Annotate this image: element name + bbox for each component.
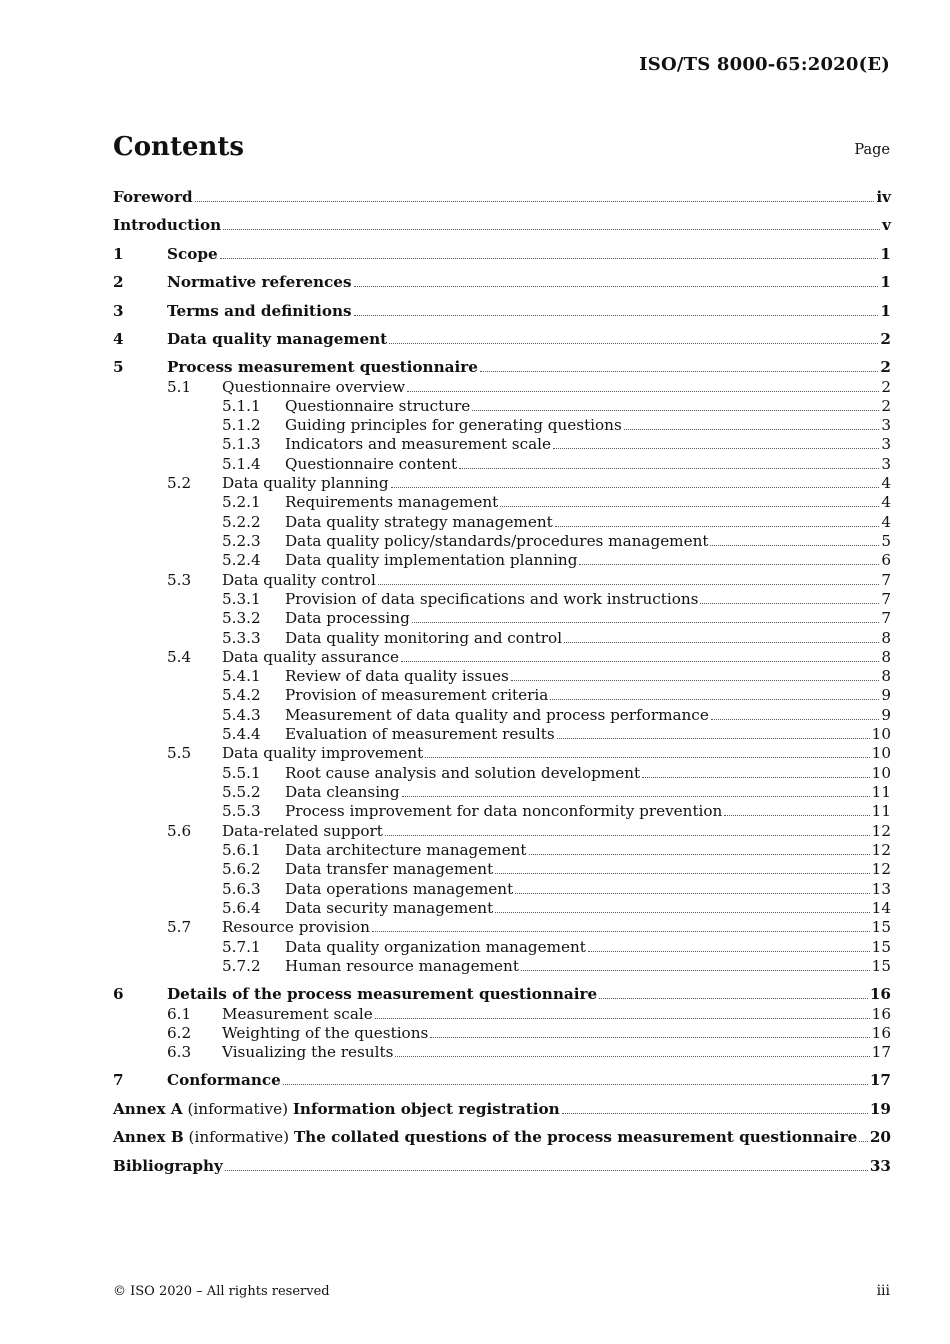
toc-entry-page[interactable]: 7 (881, 590, 891, 608)
toc-entry-number: 5.5.3 (222, 802, 261, 820)
dot-leader (385, 835, 870, 836)
toc-entry-number: 6.3 (167, 1043, 192, 1061)
dot-leader (430, 1037, 869, 1038)
dot-leader (375, 1018, 870, 1019)
toc-entry-page[interactable]: 12 (871, 822, 891, 840)
toc-entry-number: 5.1.3 (222, 435, 261, 453)
toc-entry-title[interactable]: Evaluation of measurement results (285, 725, 555, 743)
toc-entry-number: 5 (113, 358, 124, 376)
toc-entry[interactable] (113, 1022, 891, 1042)
toc-entry[interactable] (113, 983, 891, 1003)
toc-entry-page[interactable]: 12 (871, 841, 891, 859)
toc-entry-number: 5.4 (167, 648, 192, 666)
toc-entry-page[interactable]: 10 (871, 764, 891, 782)
dot-leader (624, 429, 880, 430)
toc-entry-title[interactable]: Information object registration (292, 1100, 560, 1118)
dot-leader (220, 258, 879, 259)
toc-entry-page[interactable]: 3 (881, 455, 891, 473)
toc-entry[interactable] (113, 878, 891, 898)
toc-entry[interactable] (113, 704, 891, 724)
toc-entry-page[interactable]: 11 (871, 783, 891, 801)
dot-leader (711, 719, 880, 720)
toc-entry-number: 5.4.1 (222, 667, 261, 685)
toc-entry-number: 6 (113, 985, 124, 1003)
toc-entry[interactable] (113, 684, 891, 704)
toc-entry-page[interactable]: 3 (881, 435, 891, 453)
toc-entry-title[interactable]: Terms and definitions (167, 302, 352, 320)
annex-label: Annex B (113, 1128, 184, 1146)
toc-entry-number: 7 (113, 1071, 124, 1089)
toc-entry-page[interactable]: 10 (871, 744, 891, 762)
dot-leader (859, 1141, 868, 1142)
toc-entry-number: 5.7.2 (222, 957, 261, 975)
toc-entry-page[interactable]: 9 (881, 706, 891, 724)
toc-entry-title[interactable]: Data security management (285, 899, 494, 917)
toc-entry-page[interactable]: 5 (881, 532, 891, 550)
dot-leader (555, 526, 880, 527)
toc-entry-number: 5.7.1 (222, 938, 261, 956)
dot-leader (391, 487, 880, 488)
toc-entry[interactable] (113, 916, 891, 936)
dot-leader (395, 1056, 869, 1057)
toc-entry-number: 4 (113, 330, 124, 348)
toc-entry-title[interactable]: Measurement of data quality and process performance (285, 706, 709, 724)
toc-entry[interactable] (113, 300, 891, 320)
toc-entry-page[interactable]: 16 (871, 1024, 891, 1042)
toc-entry-number: 5.5.2 (222, 783, 261, 801)
toc-entry-title[interactable]: Guiding principles for generating questions (285, 416, 622, 434)
dot-leader (700, 603, 879, 604)
toc-entry-title[interactable]: Requirements management (285, 493, 499, 511)
toc-entry[interactable] (113, 271, 891, 291)
toc-entry[interactable] (113, 858, 891, 878)
dot-leader (642, 777, 870, 778)
toc-entry-title[interactable]: Data quality planning (222, 474, 389, 492)
toc-entry[interactable] (113, 453, 891, 473)
toc-entry-page[interactable]: 2 (880, 358, 891, 376)
toc-entry-page[interactable]: 8 (881, 667, 891, 685)
annex-note: (informative) (182, 1100, 293, 1118)
toc-entry-title[interactable]: Data quality assurance (222, 648, 400, 666)
dot-leader (223, 229, 880, 230)
toc-entry-title[interactable]: Data quality improvement (222, 744, 424, 762)
toc-entry-title[interactable]: The collated questions of the process measurement questionnaire (293, 1128, 858, 1146)
toc-entry-page[interactable]: 20 (869, 1128, 891, 1146)
toc-entry-page[interactable]: v (882, 216, 891, 234)
annex-note: (informative) (183, 1128, 294, 1146)
toc-entry-number: 5.6.3 (222, 880, 261, 898)
toc-entry-title[interactable]: Root cause analysis and solution development (285, 764, 641, 782)
toc-entry-number: 5.6 (167, 822, 192, 840)
toc-entry-number: 5.6.2 (222, 860, 261, 878)
toc-entry-title[interactable]: Measurement scale (222, 1005, 373, 1023)
toc-entry[interactable] (113, 511, 891, 531)
toc-entry-page[interactable]: 4 (881, 493, 891, 511)
toc-entry[interactable] (113, 723, 891, 743)
toc-entry-number: 6.2 (167, 1024, 192, 1042)
toc-entry-title[interactable]: Provision of measurement criteria (285, 686, 549, 704)
toc-entry[interactable] (113, 328, 891, 348)
toc-entry-number: 5.1.4 (222, 455, 261, 473)
toc-entry-page[interactable]: 17 (869, 1071, 891, 1089)
toc-entry[interactable] (113, 800, 891, 820)
toc-entry-title[interactable]: Questionnaire content (285, 455, 458, 473)
toc-entry-number: 5.7 (167, 918, 192, 936)
toc-entry-page[interactable]: 8 (881, 648, 891, 666)
toc-entry-title[interactable]: Questionnaire structure (285, 397, 471, 415)
toc-entry-title[interactable]: Normative references (167, 273, 352, 291)
toc-entry[interactable] (113, 433, 891, 453)
dot-leader (425, 757, 869, 758)
toc-entry[interactable] (113, 646, 891, 666)
toc-entry-page[interactable]: 4 (881, 474, 891, 492)
page-title: Contents (113, 132, 245, 162)
toc-entry-number: 5.3.1 (222, 590, 261, 608)
toc-entry-number: 5.2.4 (222, 551, 261, 569)
toc-entry-title[interactable]: Weighting of the questions (222, 1024, 429, 1042)
toc-entry[interactable] (113, 839, 891, 859)
toc-entry[interactable] (113, 936, 891, 956)
toc-entry[interactable] (113, 530, 891, 550)
dot-leader (495, 873, 869, 874)
toc-entry[interactable] (113, 491, 891, 511)
toc-entry-page[interactable]: 1 (880, 302, 891, 320)
toc-entry-title[interactable]: Data architecture management (285, 841, 527, 859)
toc-entry[interactable] (113, 1098, 891, 1118)
toc-entry-title[interactable]: Data quality implementation planning (285, 551, 578, 569)
toc-entry-title[interactable]: Process measurement questionnaire (167, 358, 478, 376)
dot-leader (283, 1084, 868, 1085)
toc-entry[interactable] (113, 781, 891, 801)
dot-leader (378, 584, 880, 585)
dot-leader (588, 951, 870, 952)
toc-entry-page[interactable]: 1 (880, 273, 891, 291)
dot-leader (225, 1170, 868, 1171)
footer-page-number: iii (876, 1283, 890, 1299)
dot-leader (412, 622, 880, 623)
toc-entry[interactable] (113, 414, 891, 434)
toc-entry[interactable] (113, 607, 891, 627)
toc-entry-number: 3 (113, 302, 124, 320)
dot-leader (564, 642, 879, 643)
toc-entry-page[interactable]: 3 (881, 416, 891, 434)
toc-entry-page[interactable]: 19 (869, 1100, 891, 1118)
toc-entry-number: 5.1.2 (222, 416, 261, 434)
dot-leader (372, 931, 870, 932)
dot-leader (459, 468, 879, 469)
toc-entry-title[interactable]: Data operations management (285, 880, 514, 898)
toc-entry-page[interactable]: 1 (880, 245, 891, 263)
toc-entry-page[interactable]: 15 (871, 938, 891, 956)
toc-entry[interactable] (113, 1003, 891, 1023)
toc-entry-page[interactable]: 10 (871, 725, 891, 743)
toc-entry-number: 5.3.2 (222, 609, 261, 627)
toc-entry-page[interactable]: iv (876, 188, 891, 206)
toc-entry[interactable] (113, 395, 891, 415)
toc-entry-title[interactable]: Data-related support (222, 822, 383, 840)
dot-leader (354, 315, 879, 316)
toc-entry-title[interactable]: Data quality management (167, 330, 388, 348)
toc-entry-number: 5.6.1 (222, 841, 261, 859)
toc-entry[interactable] (113, 955, 891, 975)
toc-entry-title[interactable]: Indicators and measurement scale (285, 435, 552, 453)
toc-entry[interactable] (113, 1155, 891, 1175)
toc-entry[interactable] (113, 627, 891, 647)
toc-entry[interactable] (113, 588, 891, 608)
toc-entry-title[interactable]: Data quality strategy management (285, 513, 553, 531)
toc-entry-page[interactable]: 2 (881, 378, 891, 396)
toc-entry-page[interactable]: 16 (871, 1005, 891, 1023)
dot-leader (724, 815, 869, 816)
toc-entry[interactable] (113, 742, 891, 762)
dot-leader (500, 506, 879, 507)
toc-entry-page[interactable]: 11 (871, 802, 891, 820)
dot-leader (553, 448, 879, 449)
toc-entry-page[interactable]: 12 (871, 860, 891, 878)
toc-entry-number: 1 (113, 245, 124, 263)
toc-entry-number: 5.6.4 (222, 899, 261, 917)
toc-entry-number: 2 (113, 273, 124, 291)
toc-entry-page[interactable]: 6 (881, 551, 891, 569)
toc-entry[interactable] (113, 376, 891, 396)
dot-leader (557, 738, 870, 739)
toc-entry-page[interactable]: 4 (881, 513, 891, 531)
footer-copyright: © ISO 2020 – All rights reserved (113, 1284, 330, 1299)
toc-entry-number: 5.3.3 (222, 629, 261, 647)
toc-entry-page[interactable]: 2 (880, 330, 891, 348)
toc-entry[interactable] (113, 1041, 891, 1061)
toc-entry-page[interactable]: 17 (871, 1043, 891, 1061)
toc-entry[interactable] (113, 472, 891, 492)
toc-entry-page[interactable]: 7 (881, 609, 891, 627)
toc-entry[interactable] (113, 665, 891, 685)
dot-leader (472, 410, 879, 411)
toc-entry-number: 5.2.3 (222, 532, 261, 550)
toc-entry-page[interactable]: 16 (869, 985, 891, 1003)
toc-entry-number: 5.1.1 (222, 397, 261, 415)
toc-entry-page[interactable]: 15 (871, 957, 891, 975)
dot-leader (402, 796, 870, 797)
toc-entry-title[interactable]: Human resource management (285, 957, 519, 975)
annex-label: Annex A (113, 1100, 183, 1118)
dot-leader (521, 970, 870, 971)
dot-leader (354, 286, 879, 287)
toc-entry-title[interactable]: Foreword (113, 188, 193, 206)
toc-entry-title[interactable]: Process improvement for data nonconformity prevention (285, 802, 723, 820)
dot-leader (495, 912, 869, 913)
toc-entry-title[interactable]: Questionnaire overview (222, 378, 406, 396)
toc-entry-title[interactable]: Review of data quality issues (285, 667, 509, 685)
page-column-label: Page (854, 142, 890, 158)
toc-entry-page[interactable]: 13 (871, 880, 891, 898)
dot-leader (480, 371, 879, 372)
toc-entry-number: 5.2.2 (222, 513, 261, 531)
toc-entry-number: 5.4.3 (222, 706, 261, 724)
dot-leader (550, 699, 879, 700)
toc-entry[interactable] (113, 569, 891, 589)
toc-entry-title[interactable]: Bibliography (113, 1157, 223, 1175)
toc-entry-number: 5.1 (167, 378, 192, 396)
dot-leader (710, 545, 879, 546)
toc-entry[interactable] (113, 762, 891, 782)
toc-entry-title[interactable]: Details of the process measurement questionnaire (167, 985, 598, 1003)
toc-entry[interactable] (113, 186, 891, 206)
toc-entry-number: 5.3 (167, 571, 192, 589)
toc-entry-page[interactable]: 9 (881, 686, 891, 704)
toc-entry-title[interactable]: Data processing (285, 609, 410, 627)
toc-entry-title[interactable]: Resource provision (222, 918, 370, 936)
toc-entry-title[interactable]: Data cleansing (285, 783, 400, 801)
toc-entry-number: 5.2 (167, 474, 192, 492)
dot-leader (511, 680, 880, 681)
toc-entry[interactable] (113, 820, 891, 840)
toc-entry[interactable] (113, 356, 891, 376)
toc-entry-title[interactable]: Scope (167, 245, 218, 263)
dot-leader (562, 1113, 868, 1114)
toc-entry-number: 5.4.4 (222, 725, 261, 743)
toc-entry-number: 5.5.1 (222, 764, 261, 782)
toc-entry-page[interactable]: 7 (881, 571, 891, 589)
toc-entry-number: 5.4.2 (222, 686, 261, 704)
document-id: ISO/TS 8000-65:2020(E) (639, 54, 890, 75)
toc-entry-number: 5.2.1 (222, 493, 261, 511)
dot-leader (195, 201, 875, 202)
toc-entry-number: 5.5 (167, 744, 192, 762)
toc-entry-title[interactable]: Data quality monitoring and control (285, 629, 563, 647)
toc-entry-title[interactable]: Visualizing the results (222, 1043, 394, 1061)
toc-entry[interactable] (113, 897, 891, 917)
toc-entry-page[interactable]: 8 (881, 629, 891, 647)
toc-entry-title[interactable]: Conformance (167, 1071, 281, 1089)
toc-entry-title[interactable]: Provision of data specifications and work instructions (285, 590, 699, 608)
toc-entry-title[interactable]: Introduction (113, 216, 222, 234)
toc-entry-number: 6.1 (167, 1005, 192, 1023)
toc-entry-title[interactable]: Data transfer management (285, 860, 494, 878)
dot-leader (515, 893, 870, 894)
dot-leader (401, 661, 879, 662)
toc-entry-page[interactable]: 15 (871, 918, 891, 936)
dot-leader (389, 343, 878, 344)
toc-entry[interactable] (113, 1069, 891, 1089)
toc-entry-page[interactable]: 14 (871, 899, 891, 917)
toc-entry[interactable] (113, 214, 891, 234)
toc-entry[interactable] (113, 549, 891, 569)
dot-leader (529, 854, 870, 855)
toc-entry-title[interactable]: Data quality control (222, 571, 376, 589)
toc-entry-title[interactable]: Data quality organization management (285, 938, 586, 956)
toc-entry-page[interactable]: 33 (869, 1157, 891, 1175)
dot-leader (599, 998, 868, 999)
toc-entry-title[interactable]: Data quality policy/standards/procedures management (285, 532, 709, 550)
toc-entry[interactable] (113, 243, 891, 263)
dot-leader (407, 391, 879, 392)
toc-entry-page[interactable]: 2 (881, 397, 891, 415)
toc-entry[interactable] (113, 1126, 891, 1146)
dot-leader (579, 564, 879, 565)
